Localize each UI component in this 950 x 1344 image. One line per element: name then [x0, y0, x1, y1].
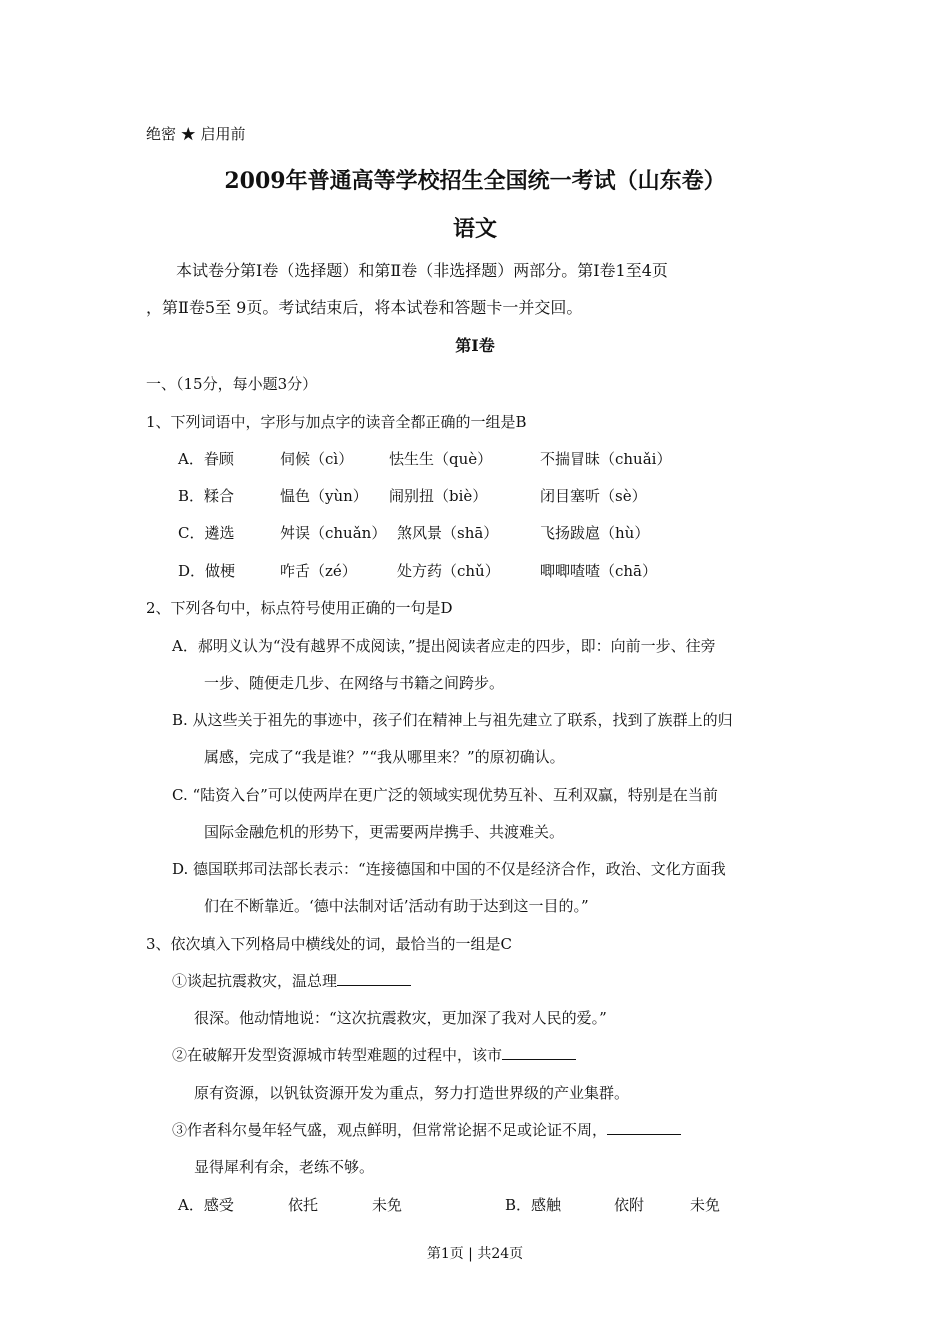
q1-row-d-c3: 处方药（chǔ） [397, 562, 500, 580]
q3-sentence-2a [172, 1045, 576, 1065]
q3-stem: 3、依次填入下列格局中横线处的词，最恰当的一组是C [146, 935, 513, 953]
q2-option-a-line1: A．郝明义认为“没有越界不成阅读，”提出阅读者应走的四步，即：向前一步、往旁 [172, 637, 716, 655]
q3-sentence-3b: 显得犀利有余，老练不够。 [194, 1158, 375, 1176]
q1-row-b-c4: 闭目塞听（sè） [540, 487, 647, 505]
q3-option-b-3: 未免 [690, 1196, 721, 1214]
q1-stem: 1、下列词语中，字形与加点字的读音全都正确的一组是B [146, 413, 527, 431]
subject-title: 语文 [452, 216, 497, 242]
q3-sentence-1a [172, 971, 411, 991]
q1-row-c-c2: 舛误（chuǎn） [280, 524, 387, 542]
q3-sentence-1a-text: ①谈起抗震救灾，温总理 [172, 972, 338, 990]
q1-row-c-c1: C．遴选 [178, 524, 235, 542]
q2-stem: 2、下列各句中，标点符号使用正确的一句是D [146, 599, 453, 617]
q1-row-c-c4: 飞扬跋扈（hù） [540, 524, 650, 542]
q3-sentence-1b: 很深。他动情地说：“这次抗震救灾，更加深了我对人民的爱。” [194, 1009, 607, 1027]
q1-row-d-c4: 唧唧喳喳（chā） [540, 562, 658, 580]
q2-option-d-line1: D. 德国联邦司法部长表示：“连接德国和中国的不仅是经济合作，政治、文化方面我 [172, 860, 726, 878]
q3-option-b-2: 依附 [614, 1196, 645, 1214]
q2-option-a-line2: 一步、随便走几步、在网络与书籍之间跨步。 [204, 674, 505, 692]
q3-blank-3 [607, 1120, 681, 1135]
q1-row-a-c1: A．眷顾 [178, 450, 234, 468]
q1-row-d-c2: 咋舌（zé） [280, 562, 357, 580]
exam-title: 2009年普通高等学校招生全国统一考试（山东卷） [224, 168, 726, 194]
q3-sentence-2b: 原有资源，以钒钛资源开发为重点，努力打造世界级的产业集群。 [194, 1084, 630, 1102]
q3-sentence-3a [172, 1120, 681, 1140]
q2-option-d-line2: 们在不断靠近。‘德中法制对话’活动有助于达到这一目的。” [204, 897, 589, 915]
confidential-label: 绝密 ★ 启用前 [146, 125, 246, 143]
q3-sentence-2a-text: ②在破解开发型资源城市转型难题的过程中，该市 [172, 1046, 503, 1064]
q1-row-d-c1: D．做梗 [178, 562, 236, 580]
q1-row-a-c4: 不揣冒昧（chuǎi） [540, 450, 672, 468]
q3-blank-2 [502, 1045, 576, 1060]
q2-option-b-line2: 属感，完成了“我是谁？”“我从哪里来？”的原初确认。 [204, 748, 565, 766]
section-heading: 一、（15分，每小题3分） [146, 375, 318, 393]
intro-line-1: 本试卷分第Ⅰ卷（选择题）和第Ⅱ卷（非选择题）两部分。第Ⅰ卷1至4页 [176, 261, 668, 280]
page-footer: 第1页 | 共24页 [426, 1246, 524, 1262]
q1-row-a-c3: 怯生生（què） [389, 450, 493, 468]
q3-option-a-1: A．感受 [178, 1196, 234, 1214]
q3-blank-1 [337, 971, 411, 986]
q2-option-c-line2: 国际金融危机的形势下，更需要两岸携手、共渡难关。 [204, 823, 565, 841]
q1-row-c-c3: 煞风景（shā） [397, 524, 499, 542]
q3-option-a-2: 依托 [288, 1196, 319, 1214]
q1-row-b-c3: 闹别扭（biè） [389, 487, 488, 505]
intro-line-2: ，第Ⅱ卷5至 9页。考试结束后，将本试卷和答题卡一并交回。 [146, 298, 583, 317]
q3-sentence-3a-text: ③作者科尔曼年轻气盛，观点鲜明，但常常论据不足或论证不周， [172, 1121, 608, 1139]
q3-option-a-3: 未免 [372, 1196, 403, 1214]
q1-row-b-c2: 愠色（yùn） [280, 487, 368, 505]
q1-row-b-c1: B．糅合 [178, 487, 235, 505]
part-heading: 第Ⅰ卷 [455, 336, 495, 355]
q1-row-a-c2: 伺候（cì） [280, 450, 354, 468]
q2-option-c-line1: C. “陆资入台”可以使两岸在更广泛的领域实现优势互补、互利双赢，特别是在当前 [172, 786, 718, 804]
q3-option-b-1: B．感触 [505, 1196, 562, 1214]
q2-option-b-line1: B. 从这些关于祖先的事迹中，孩子们在精神上与祖先建立了联系，找到了族群上的归 [172, 711, 733, 729]
